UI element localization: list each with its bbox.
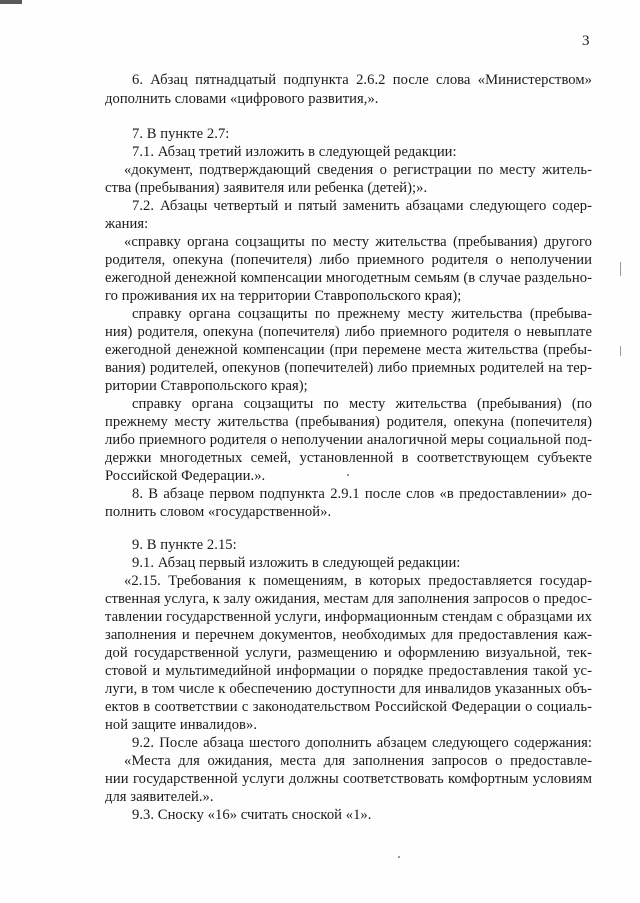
- text-line: ектов в соответствии с законодательством Российской Федерации о социаль-: [105, 699, 592, 715]
- text-line: полнить словом «государственной».: [105, 504, 332, 520]
- text-line: нии государственной услуги должны соответствовать комфортным условиям: [105, 771, 592, 787]
- text-line: ственная услуга, к залу ожидания, местам для заполнения запросов о предос-: [105, 591, 592, 607]
- text-line: ной защите инвалидов».: [105, 717, 258, 733]
- text-line: ритории Ставропольского края);: [105, 378, 308, 394]
- text-line: 8. В абзаце первом подпункта 2.9.1 после слов «в предоставлении» до-: [132, 486, 592, 502]
- text-line: луги, в том числе к обеспечению доступности для инвалидов указанных объ-: [105, 681, 592, 697]
- text-line: либо приемного родителя о неполучении аналогичной меры социальной под-: [105, 432, 592, 448]
- text-line: Российской Федерации.».: [105, 468, 266, 484]
- text-line: «справку органа соцзащиты по месту жительства (пребывания) другого: [124, 234, 592, 250]
- text-line: «2.15. Требования к помещениям, в которых предоставляется государ-: [124, 573, 592, 589]
- text-line: дополнить словами «цифрового развития,».: [105, 91, 379, 107]
- text-line: 7.1. Абзац третий изложить в следующей редакции:: [132, 144, 457, 160]
- text-line: родителя, опекуна (попечителя) либо приемного родителя о неполучении: [105, 252, 592, 268]
- text-line: справку органа соцзащиты по прежнему месту жительства (пребыва-: [132, 306, 592, 322]
- text-line: ежегодной денежной компенсации (при перемене места жительства (пребы-: [105, 342, 592, 358]
- text-line: 7.2. Абзацы четвертый и пятый заменить абзацами следующего содер-: [132, 198, 592, 214]
- text-line: тавлении государственной услуги, информационным стендам с образцами их: [105, 609, 592, 625]
- text-line: жания:: [105, 216, 149, 232]
- page-number: 3: [582, 33, 590, 49]
- text-line: стовой и мультимедийной информации о порядке предоставления такой ус-: [105, 663, 592, 679]
- text-line: го проживания их на территории Ставропольского края);: [105, 288, 462, 304]
- text-line: ежегодной денежной компенсации многодетным семьям (в случае раздельно-: [105, 270, 592, 286]
- text-line: 9.1. Абзац первый изложить в следующей редакции:: [132, 555, 461, 571]
- text-line: прежнему месту жительства (пребывания) родителя, опекуна (попечителя): [105, 414, 592, 430]
- scan-corner-mark: [0, 0, 22, 4]
- text-line: для заявителей.».: [105, 789, 214, 805]
- scan-speck: [347, 474, 349, 476]
- text-line: вания) родителей, опекунов (попечителей) либо приемных родителей на тер-: [105, 360, 592, 376]
- text-line: справку органа соцзащиты по месту жительства (пребывания) (по: [132, 396, 592, 412]
- text-line: держки многодетных семей, установленной в соответствующем субъекте: [105, 450, 592, 466]
- text-line: 6. Абзац пятнадцатый подпункта 2.6.2 после слова «Министерством»: [132, 72, 592, 88]
- scan-edge-tick: [620, 262, 621, 276]
- text-line: дой государственной услуги, размещению и оформлению визуальной, тек-: [105, 645, 592, 661]
- text-line: ния) родителя, опекуна (попечителя) либо приемного родителя о невыплате: [105, 324, 592, 340]
- scan-speck: [398, 856, 400, 858]
- text-line: «Места для ожидания, места для заполнения запросов о предоставле-: [124, 753, 592, 769]
- text-line: 9.2. После абзаца шестого дополнить абзацем следующего содержания:: [132, 735, 592, 751]
- text-line: 9.3. Сноску «16» считать сноской «1».: [132, 807, 372, 823]
- text-line: 9. В пункте 2.15:: [132, 537, 237, 553]
- text-line: ства (пребывания) заявителя или ребенка (детей);».: [105, 180, 428, 196]
- text-line: заполнения и перечнем документов, необходимых для предоставления каж-: [105, 627, 592, 643]
- text-line: «документ, подтверждающий сведения о регистрации по месту житель-: [124, 162, 592, 178]
- scan-edge-tick: [620, 346, 621, 356]
- text-line: 7. В пункте 2.7:: [132, 126, 230, 142]
